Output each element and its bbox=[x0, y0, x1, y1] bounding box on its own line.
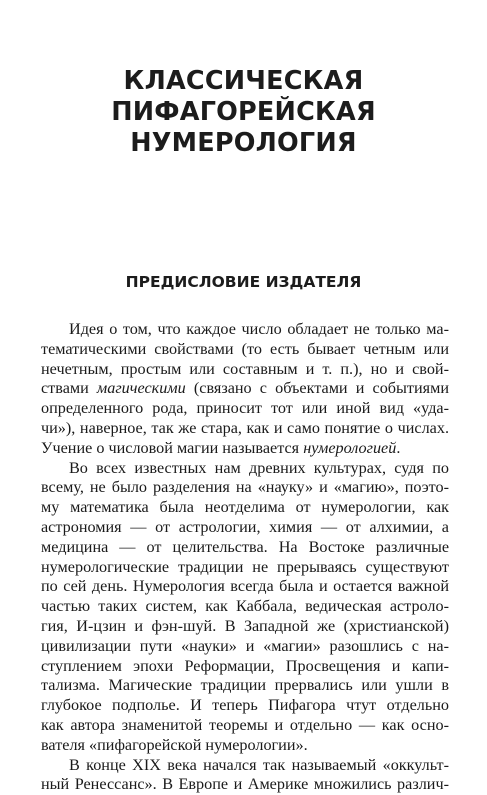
text-line bbox=[41, 419, 449, 439]
text-run: медицина — от целительства. На Востоке различные bbox=[41, 537, 449, 556]
text-line bbox=[41, 716, 449, 736]
text-run: В конце XIX века начался так называемый «оккульт- bbox=[69, 755, 449, 774]
text-line bbox=[41, 320, 449, 340]
text-run: чи»), наверное, так же стара, как и само понятие о числах. bbox=[41, 418, 449, 437]
text-line bbox=[41, 597, 449, 617]
text-run: определенного рода, приносит тот или иной вид «уда- bbox=[41, 399, 449, 418]
text-line bbox=[41, 518, 449, 538]
text-run: цивилизации пути «науки» и «магии» разошлись с на- bbox=[41, 636, 449, 655]
text-run: (связано с объектами и событиями bbox=[185, 379, 450, 398]
text-run: нечетным, простым или составным и т. п.), но и свой- bbox=[41, 359, 449, 378]
text-line bbox=[41, 538, 449, 558]
text-run: всему, не было разделения на «науку» и «магию», поэто- bbox=[41, 478, 449, 497]
paragraph bbox=[41, 459, 449, 756]
text-run: вателя «пифагорейской нумерологии». bbox=[41, 735, 308, 754]
text-run: Во всех известных нам древних культурах, судя по bbox=[69, 458, 449, 477]
text-line bbox=[41, 459, 449, 479]
text-run: Учение о числовой магии называется bbox=[41, 438, 304, 457]
text-line bbox=[41, 775, 449, 795]
text-run: тализма. Магические традиции прервались или ушли в bbox=[41, 676, 449, 695]
text-run: как автора знаменитой теоремы и отдельно — как осно- bbox=[41, 715, 449, 734]
section-title: ПРЕДИСЛОВИЕ ИЗДАТЕЛЯ bbox=[125, 273, 362, 291]
text-run: ступлением эпохи Реформации, Просвещения и капи- bbox=[41, 656, 449, 675]
text-line bbox=[41, 340, 449, 360]
text-line bbox=[41, 379, 449, 399]
text-line bbox=[41, 498, 449, 518]
chapter-title bbox=[0, 66, 487, 159]
text-line bbox=[41, 577, 449, 597]
body-text bbox=[41, 320, 449, 795]
chapter-title-line: НУМЕРОЛОГИЯ bbox=[130, 128, 357, 158]
text-line bbox=[41, 696, 449, 716]
text-run: по сей день. Нумерология всегда была и остается важной bbox=[41, 577, 449, 596]
chapter-title-line: КЛАССИЧЕСКАЯ bbox=[123, 66, 364, 96]
text-line bbox=[41, 756, 449, 776]
text-line bbox=[41, 558, 449, 578]
text-line bbox=[41, 439, 449, 459]
text-line bbox=[41, 478, 449, 498]
text-run: тематическими свойствами (то есть бывает четным или bbox=[41, 339, 449, 358]
text-run: глубокое подполье. И теперь Пифагора чтут отдельно bbox=[41, 696, 449, 715]
text-line bbox=[41, 360, 449, 380]
text-run: нумерологические традиции не прерываясь существуют bbox=[41, 557, 449, 576]
text-run: ствами bbox=[41, 379, 97, 398]
text-run: астрономия — от астрологии, химия — от алхимии, а bbox=[41, 517, 449, 536]
italic-term: магическими bbox=[96, 379, 186, 398]
text-run: Идея о том, что каждое число обладает не только ма- bbox=[69, 320, 449, 338]
text-run: ный Ренессанс». В Европе и Америке множились различ- bbox=[41, 775, 449, 794]
text-line bbox=[41, 399, 449, 419]
text-line bbox=[41, 676, 449, 696]
text-run: . bbox=[396, 438, 401, 457]
chapter-title-line: ПИФАГОРЕЙСКАЯ bbox=[111, 97, 376, 127]
text-line bbox=[41, 617, 449, 637]
paragraph bbox=[41, 320, 449, 459]
text-run: частью таких систем, как Каббала, ведическая астроло- bbox=[41, 597, 449, 616]
text-line bbox=[41, 637, 449, 657]
text-line bbox=[41, 657, 449, 677]
text-run: гия, И-цзин и фэн-шуй. В Западной же (христианской) bbox=[41, 616, 449, 635]
text-run: му математика была неотделима от нумерологии, как bbox=[41, 498, 449, 517]
paragraph bbox=[41, 756, 449, 795]
text-line bbox=[41, 736, 449, 756]
italic-term: нумерологией bbox=[303, 438, 397, 457]
